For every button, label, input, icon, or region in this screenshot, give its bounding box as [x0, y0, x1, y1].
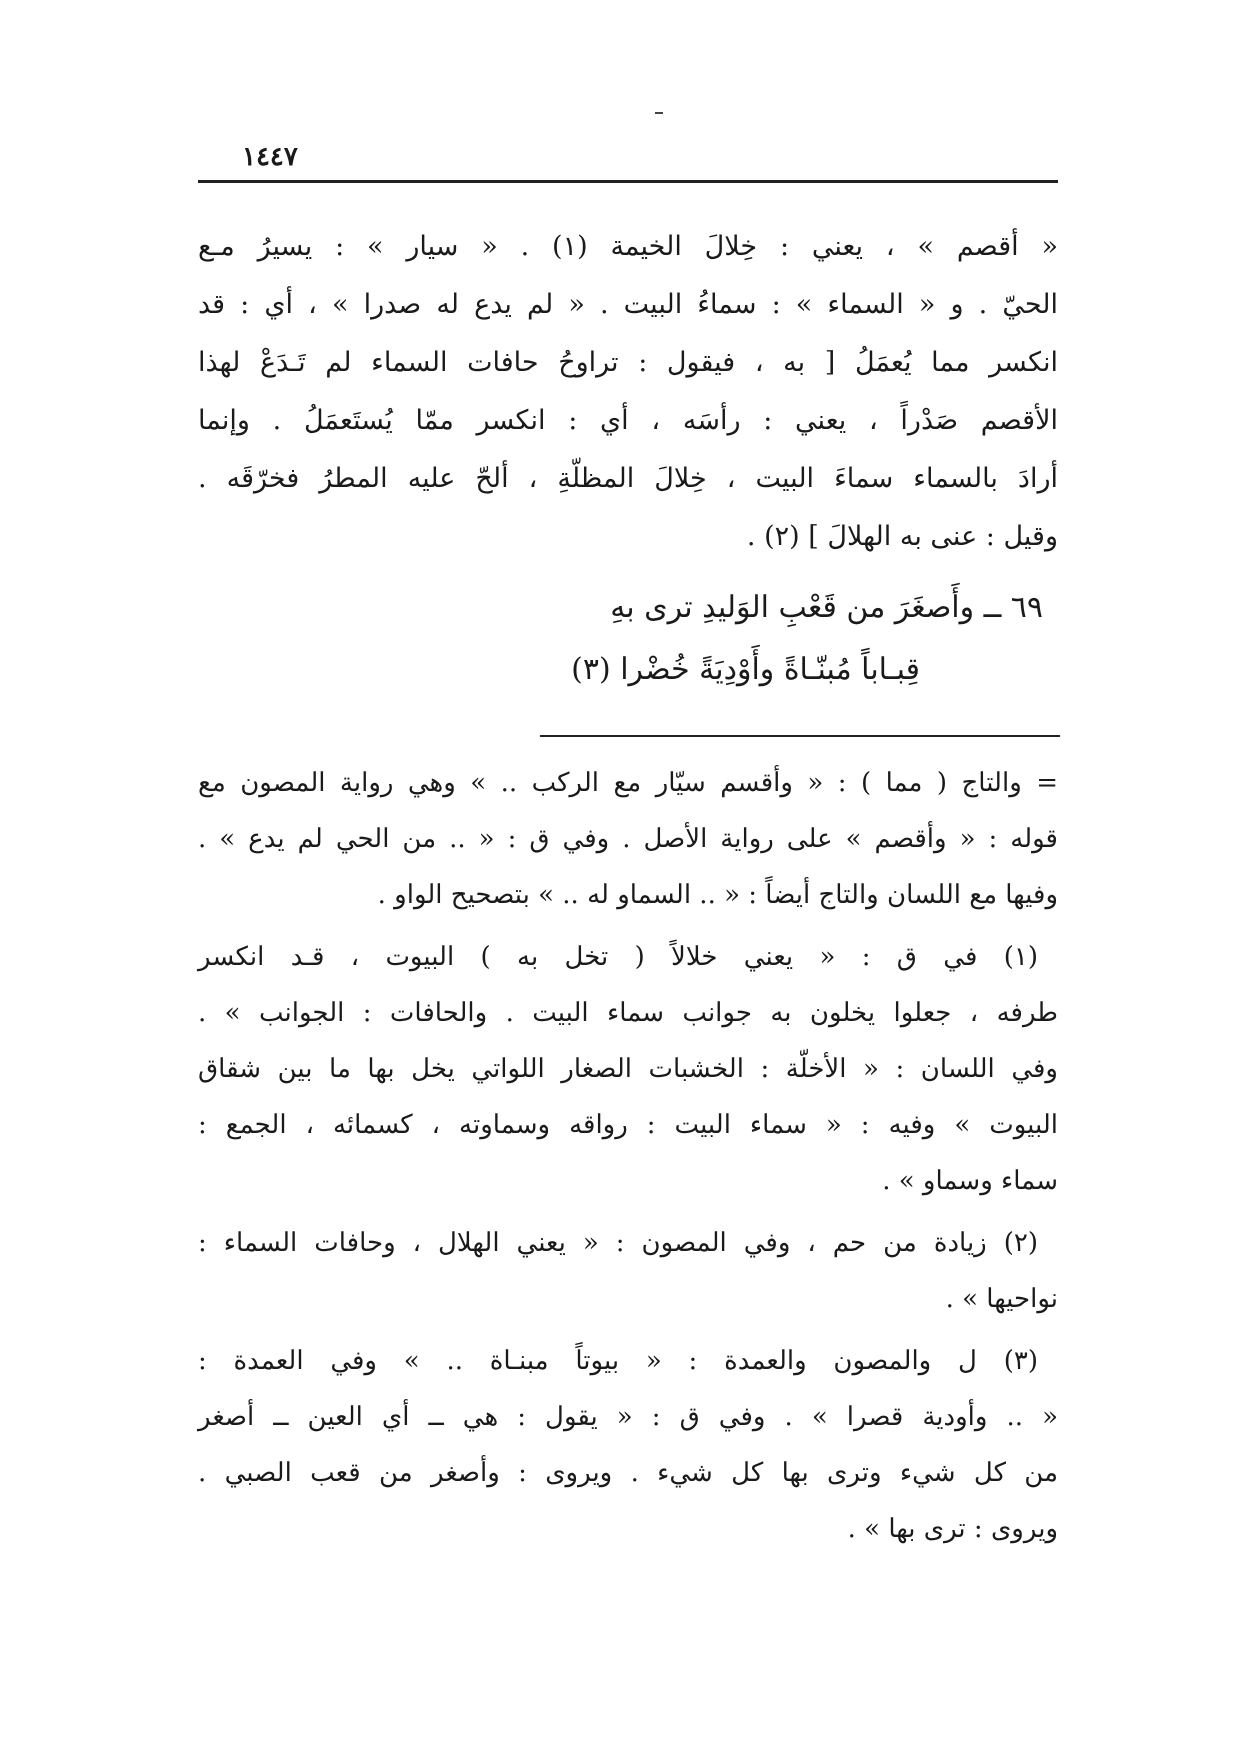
header-rule: [198, 180, 1058, 183]
footnote-line: طرفه ، جعلوا يخلون به جوانب سماء البيت . والحافات : الجوانب » .: [198, 998, 1058, 1028]
main-text: [198, 218, 1058, 566]
footnote-line: « .. وأودية قصرا » . وفي ق : « يقول : هي ــ أي العين ــ أصغر: [198, 1402, 1058, 1432]
footnote-3: [198, 1333, 1058, 1557]
footnote-line: وفيها مع اللسان والتاج أيضاً : « .. السماو له .. » بتصحيح الواو .: [377, 880, 1058, 910]
footnote-line: وفي اللسان : « الأخلّة : الخشبات الصغار اللواتي يخل بها ما بين شقاق: [198, 1054, 1058, 1084]
footnote-rule: [540, 735, 1060, 737]
page-speck: [655, 112, 663, 114]
footnotes: [198, 755, 1058, 1563]
footnote-line: البيوت » وفيه : « سماء البيت : رواقه وسماوته ، كسمائه ، الجمع :: [198, 1110, 1058, 1140]
footnote-line: (٢) زيادة من حم ، وفي المصون : « يعني الهلال ، وحافات السماء :: [198, 1228, 1038, 1258]
main-text-line: أرادَ بالسماء سماءَ البيت ، خِلالَ المظلّةِ ، ألحّ عليه المطرُ فخرّقَه .: [198, 463, 1058, 494]
footnote-line: سماء وسماو » .: [882, 1166, 1058, 1196]
footnote-line: نواحيها » .: [945, 1284, 1058, 1314]
main-text-line: « أقصم » ، يعني : خِلالَ الخيمة (١) . « سيار » : يسيرُ مـع: [198, 231, 1058, 262]
main-text-line: الأقصم صَدْراً ، يعني : رأسَه ، أي : انكسر ممّا يُستَعمَلُ . وإنما: [198, 405, 1058, 436]
footnote-line: قوله : « وأقصم » على رواية الأصل . وفي ق : « .. من الحي لم يدع » .: [198, 824, 1058, 854]
main-text-line: الحيّ . و « السماء » : سماءُ البيت . « لم يدع له صدرا » ، أي : قد: [198, 289, 1058, 320]
footnote-line: = والتاج ( مما ) : « وأقسم سيّار مع الركب .. » وهي رواية المصون مع: [198, 768, 1058, 798]
footnote-line: (١) في ق : « يعني خلالاً ( تخل به ) البيوت ، قـد انكسر: [198, 942, 1038, 972]
footnote-1: [198, 929, 1058, 1209]
footnote-line: (٣) ل والمصون والعمدة : « بيوتاً مبنـاة .. » وفي العمدة :: [198, 1346, 1038, 1376]
footnote-line: من كل شيء وترى بها كل شيء . ويروى : وأصغر من قعب الصبي .: [198, 1458, 1058, 1488]
verse-first-hemistich: ٦٩ ــ وأَصغَرَ من قَعْبِ الوَليدِ ترى بهِ: [610, 590, 1043, 625]
main-text-line: انكسر مما يُعمَلُ [ به ، فيقول : تراوحُ حافات السماء لم تَـدَعْ لهذا: [198, 347, 1058, 378]
footnote-continuation: [198, 755, 1058, 923]
page-number: ١٤٤٧: [242, 142, 298, 172]
footnote-line: ويروى : ترى بها » .: [847, 1514, 1058, 1544]
main-text-line: وقيل : عنى به الهلالَ ] (٢) .: [746, 521, 1058, 552]
verse-second-hemistich: قِبـاباً مُبنّـاةً وأَوْدِيَةً خُضْرا (٣): [571, 652, 920, 687]
footnote-2: [198, 1215, 1058, 1327]
